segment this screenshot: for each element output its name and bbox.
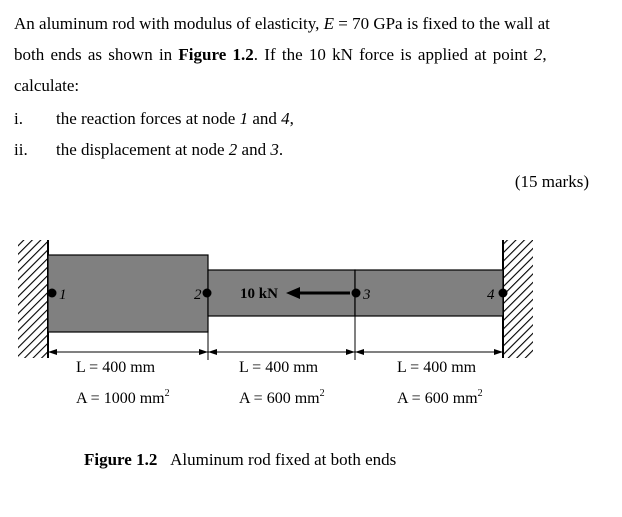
rod-segment-1 (48, 255, 208, 332)
node-number: 4 (281, 109, 290, 128)
text-span: . If the 10 kN force is applied at point (253, 45, 534, 64)
dimension-line-2 (208, 349, 355, 355)
figure-caption (84, 450, 396, 470)
text-span: , (289, 109, 294, 128)
figure-reference: Figure 1.2 (178, 45, 254, 64)
area-label-2: A = 600 $mm^2$ (239, 388, 325, 407)
node-number: 1 (239, 109, 249, 128)
length-label-2: L = 400 mm (239, 359, 319, 376)
node-label-2: 2 (194, 287, 202, 303)
marks-label: (15 marks) (514, 172, 589, 191)
length-label-3: L = 400 mm (397, 359, 477, 376)
text-span: both ends as shown in (14, 45, 179, 64)
dimension-line-3 (355, 349, 503, 355)
dimension-line-1 (48, 349, 208, 355)
item-number-2: ii. (14, 140, 28, 159)
right-wall (503, 240, 533, 358)
item-number-1: i. (14, 109, 23, 128)
length-label-1: L = 400 mm (76, 359, 156, 376)
text-span: the displacement at node (56, 140, 229, 159)
node-label-4: 4 (487, 287, 495, 303)
rod-segment-3 (355, 270, 503, 316)
caption-label: Figure 1.2 (84, 450, 158, 469)
text-span: An aluminum rod with modulus of elasticity, (14, 14, 324, 33)
text-span: and (248, 109, 282, 128)
area-label-3: A = 600 $mm^2$ (397, 388, 483, 407)
text-span: the reaction forces at node (56, 109, 240, 128)
node-number: 3 (270, 140, 279, 159)
node-dot-1 (48, 289, 57, 298)
area-label-1: A = 1000 $mm^2$ (76, 388, 170, 407)
paragraph-line-3: calculate: (14, 76, 80, 95)
modulus-symbol: E (323, 14, 334, 33)
node-dot-3 (352, 289, 361, 298)
force-label: 10 kN (240, 286, 278, 302)
left-wall (18, 240, 48, 358)
node-number: 2 (228, 140, 238, 159)
node-dot-4 (499, 289, 508, 298)
node-dot-2 (203, 289, 212, 298)
text-span: . (278, 140, 284, 159)
node-label-1: 1 (59, 287, 67, 303)
node-label-3: 3 (363, 287, 371, 303)
point-number: 2 (533, 45, 543, 64)
text-span: , (542, 45, 547, 64)
text-span: and (237, 140, 271, 159)
text-span: = 70 GPa is fixed to the wall at (333, 14, 550, 33)
caption-text: Aluminum rod fixed at both ends (170, 450, 397, 469)
